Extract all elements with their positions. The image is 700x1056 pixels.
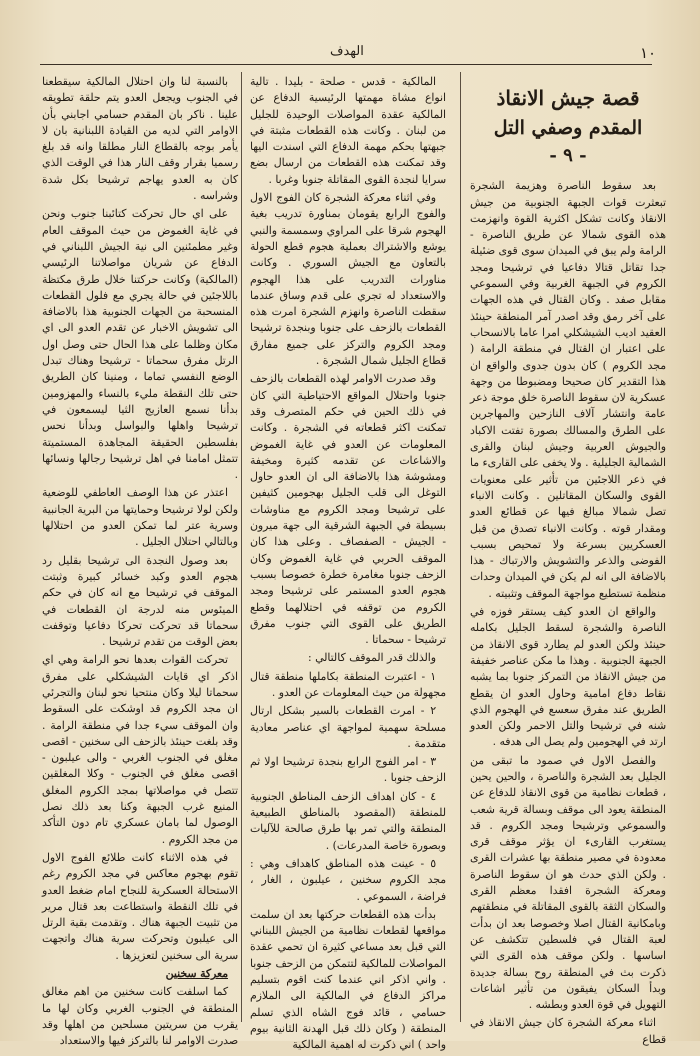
article-part-number: - ٩ -	[549, 145, 587, 166]
article-subtitle: المقدم وصفي التل	[493, 117, 643, 139]
paragraph: في هذه الاثناء كانت طلائع الفوج الاول تقوم بهجوم معاكس في مجد الكروم رغم الاستحالة العسكرية للنجاح امام ضغط العدو في تلك النقطة واستطاعت بعد قتال مرير من تثبيت الجبهة هناك . وتقدمت بقية الرتل الى عيلبون وتحركت سرية هناك واتجهت سرية الى سخنين لتعزيزها .	[42, 850, 238, 962]
header-rule	[40, 64, 652, 65]
paragraph: والذلك قدر الموقف كالتالي :	[308, 651, 436, 665]
paragraph: وفي اثناء معركة الشجرة كان الفوج الاول والفوج الرابع يقومان بمناورة تدريب بغية الهجوم شرقا على المراوي وسمسمة والنبي يوشع والاشتراك بعملية هجوم قطع الحولة بالتعاون مع الجيش السوري . وكانت مناورات التدريب على هذا الهجوم والاستعداد له تجري على قدم وساق عندما سقطت الناصرة وانهزم الشجرة امرت هذه القطعات بالزحف على جنوبا وبنجدة ترشيحا ومجد الكروم والتركز على جميع مفارق قطاع الجليل شمال الشجرة .	[250, 191, 446, 368]
list-item: ٢ - امرت القطعات بالسير بشكل ارتال مسلحة سهمية لمواجهة اي عناصر معادية متقدمة .	[250, 704, 446, 750]
paragraph: والفصل الاول في صمود ما تبقى من الجليل بعد الشجرة والناصرة ، والحين يحين ، قطعات نظامية من قوى الانقاذ للدفاع عن المنطقة يعود الى موقف وبسالة قرية شعب والسموعي وترشيحا ومجد الكروم . قد يستغرب القارىء ان يؤثر موقف قرى معدودة في مصير منطقة بها عشرات القرى . ولكن الذي حدث هو ان سقوط الناصرة ومعركة الشجرة افقدا معظم القرى والسكان الثقة بالقوى المقاتلة في منطقتهم وبامكانية القتال اصلا وخصوصا بعد ان بدأت لعبة القتال في فلسطين تتكشف عن اساسها . ولكن موقف هذه القرى التي ذكرت بث في المنطقة روح بسالة جديدة وبدأ السكان يفيقون من تأثير اشاعات التهويل في قوة العدو وبطشه .	[470, 753, 666, 1012]
paragraph: والواقع ان العدو كيف يستقر فوزه في الناصرة والشجرة لسقط الجليل بكامله حينئذ ولكن العدو لم يطارد قوى الانقاذ من الجبهة الجنوبية . وهذا ما مكن عناصر خفيفة من جيش الانقاذ من التمركز جنوبا بما يشبه نقاط دفاع امامية وحاول العدو ان يقطع الطريق عند مفرق سعسع في الهجوم الذي شنه في ترشيحا والتل الاحمر ولكن العدو ارتد في الهجومين ولم يصل الى هدفه .	[470, 605, 666, 749]
section-subheading: معركة سخنين	[165, 967, 228, 981]
list-item: ٥ - عينت هذه المناطق كاهداف وهي : مجد الكروم سخنين ، عيلبون ، الغار ، فراضة ، السموعي .	[250, 856, 446, 903]
paragraph: بعد وصول النجدة الى ترشيحا بقليل رد هجوم العدو وكبد خسائر كبيرة وثبتت الموقف في ترشيحا مع انه كان في حكم الميئوس منه لدرجة ان القطعات في سحماتا قد تحركت تحركا دفاعيا وتوقفت بعض الوقت من تقدم ترشيحا .	[42, 553, 238, 649]
column-1	[470, 74, 666, 1050]
paragraph: اثناء معركة الشجرة كان جيش الانقاذ في قطاع	[470, 1016, 666, 1046]
publication-header: الهدف	[330, 44, 364, 59]
paragraph: المالكية - قدس - صلحة - بليدا . تالية انواع مشاة مهمتها الرئيسية الدفاع عن المالكية عقدة المواصلات الوحيدة للجليل من لبنان . وكانت هذه القطعات مثبتة في جبهتها بحكم مهمة الدفاع التي اسندت اليها وقد تمكنت هذه القطعات من ارسال بضع سرايا لنجدة القوى المقاتلة جنوبا وغربا .	[250, 75, 446, 186]
column-3	[42, 74, 238, 1052]
paragraph: بدأت هذه القطعات حركتها بعد ان سلمت مواقعها لقطعات نظامية من الجيش اللبناني التي قبل بعد مساعي كثيرة ان تحمي عقدة المواصلات للمالكية لتتمكن من الزحف جنوبا . واني اذكر اني عندما كنت اقوم بتسليم مراكز الدفاع في المالكية الى الملازم حسامي ، قائد فوج الشاه الذي تسلم المنطقة ( وكان ذلك قبل الهدنة الثانية بيوم واحد ) اني ذكرت له اهمية المالكية	[250, 907, 446, 1052]
paragraph: كما اسلفت كانت سخنين من اهم مغالق المنطقة في الجنوب الغربي وكان لها ما يقرب من سريتين مسلحين من اهلها وقد صدرت الاوامر لنا بالتركز فيها والاستعداد	[42, 985, 238, 1048]
paragraph: تحركت القوات بعدها نحو الرامة وهي اي اذكر اي قايات الشيشكلي على مفرق سحماتا ليلا وكان منتحيا نحو لبنان والتجرئي ان مجد الكروم قد اوشكت على السقوط وان الموقف سيء جدا في منطقة الرامة . وقد بلغت حينئذ بالزحف الى سخنين - اقصى مغلق في الجنوب الغربي - والى عيلبون - اقصى مغلق في الجنوب - وكلا المغلقين تتصل في مواصلاتها بمجد الكروم المغلق المنيع غرب الجبهة وكنا بعد ذلك نصل الوصول لما بامان عسكري تام دون التأكد من مجد الكروم .	[42, 653, 238, 846]
list-item: ٣ - امر الفوج الرابع بنجدة ترشيحا اولا ثم الزحف جنوبا .	[250, 755, 446, 785]
page-number: ١٠	[640, 44, 657, 62]
article-title: قصة جيش الانقاذ	[496, 86, 640, 110]
paragraph: على اي حال تحركت كتائبنا جنوب ونحن في غاية الغموض من حيث الموقف العام وغير مطمئنين الى نية الجيش اللبناني في الدفاع عن شريان مواصلاتنا الرئيسي (المالكية) وكانت حركتنا خلال طرق مكتظة باللاجئين في حالة يجري مع فلول القطعات المنسحبة من الجهات الجنوبية هذا بالاضافة الى تشويش الاخبار عن تقدم العدو الى اي مكان وظلما على هذا الحال حتى وصل اول الرتل مفرق سحماتا - ترشيحا وهناك تبدل الوضع النفسي تماما ، ومنينا كان الطريق حتى تلك النقطة مليء بالنساء والمهزومين بدأنا نسمع العازيج الثيا ليسمعون في ترشيحا واهلها والبواسل وبدأنا نحس بفلسطين الحقيقة المجاهدة المستميتة تتمثل امامنا في اهل ترشيحا رجالها ونسائها .	[42, 207, 238, 482]
list-item: ١ - اعتبرت المنطقة بكاملها منطقة قتال مجهولة من حيث المعلومات عن العدو .	[250, 669, 446, 699]
paragraph: وقد صدرت الاوامر لهذه القطعات بالزحف جنوبا واحتلال المواقع الاحتياطية التي كان في ذلك الحين في حكم المتصرف وقد تمكنت اكثر قطعاته في الشجرة . وكانت المعلومات عن العدو في غاية الغموض والاشاعات عن تقدمه كثيرة ومخيفة ومشوشة هذا بالاضافة الى ان العدو حاول التوغل الى قلب الجليل بهجومين كثيفين على ترشيحا ومجد الكروم مع مناوشات بسيطة في الجبهة الشرقية الى جهة ميرون - الجيش - الصفصاف . وعلى هذا كان الموقف الحربي في غاية الغموض وكان الزحف جنوبا مغامرة خطرة خصوصا بسبب هجوم العدو المستمر على ترشيحا ومجد الكروم من توقفه في احتلالهما وقطع الطريق على القوى التي جنوب مفرق ترشيحا - سحماتا .	[250, 372, 446, 647]
paragraph: اعتذر عن هذا الوصف العاطفي للوضعية ولكن لولا ترشيحا وحمايتها من البرية الجانبية وسرية عتر لما تمكن العدو من احتلالها وبالتالي احتلال الجليل .	[42, 486, 238, 549]
list-item: ٤ - كان اهداف الزحف المناطق الجنوبية للمنطقة (المقصود بالمناطق الطبيعية المنطقة والتي تمر بها طرق صالحة للآليات وبصورة خاصة المدرعات) .	[250, 789, 446, 852]
paragraph: بالنسبة لنا وان احتلال المالكية سيقطعنا في الجنوب ويجعل العدو يتم حلقة تطويقه علينا . ناكر بان المقدم حسامي اجابني بأن الاوامر التي لديه من القيادة اللبنانية بان لا يأمر بوجه بالقطاع النار مطلقا وانه قد بلغ رسميا بقرار وقف النار هذا في الوقت الذي كان به العدو يهاجم ترشيحا بكل شدة وشراسه .	[42, 75, 238, 203]
column-divider	[241, 72, 242, 1022]
paragraph: بعد سقوط الناصرة وهزيمة الشجرة تبعثرت قوات الجبهة الجنوبية من جيش الانقاذ وكانت تشكل اكثرية القوة وانهزمت هذه القوى شمالا عن طريق الناصرة - الرامة ولم يبق في الميدان سوى قوى ضئيلة جدا تقاتل قتالا دفاعيا في ترشيحا ومجد الكروم في الجبهة الغربية وفي السموعي مقابل صفد . وكان القتال في هذه الجهات على آخر رمق وقد اصدر آمر المنطقة حينئذ العقيد اديب الشيشكلي امرا عاما بالانسحاب على اعتبار ان القتال في منطقة الرامة ( مجد الكروم ) كان بدون جدوى والواقع ان هذا التقدير كان صحيحا ومضبوطا من وجهة عسكرية لان سقوط الناصرة خلق موجة ذعر عامة وانتشار آلاف النازحين والمهاجرين على الطرق والمسالك بصورة تفتت الاكباد والجيوش العربية وجيش لبنان والقرى الشمالية الجليلية . ولا يخفى على القارىء ما في ذعر اللاجئين من تأثير على معنويات القوى والسكان المقاتلين . وكانت الانباء تصل شمالا مبالغ فيها عن قطائع العدو ومقدار قوته . وكانت الانباء تصدق من قبل العسكريين بسرعة ولا تمحيص بسبب الفوضى والذعر والتشويش والارتباك - هذا بالاضافة الى انه لم يكن في الميدان وحدات منظمة تستطيع مواجهة الموقف وتثبيته .	[470, 179, 666, 600]
column-2	[250, 74, 446, 1056]
column-divider	[460, 72, 461, 1022]
